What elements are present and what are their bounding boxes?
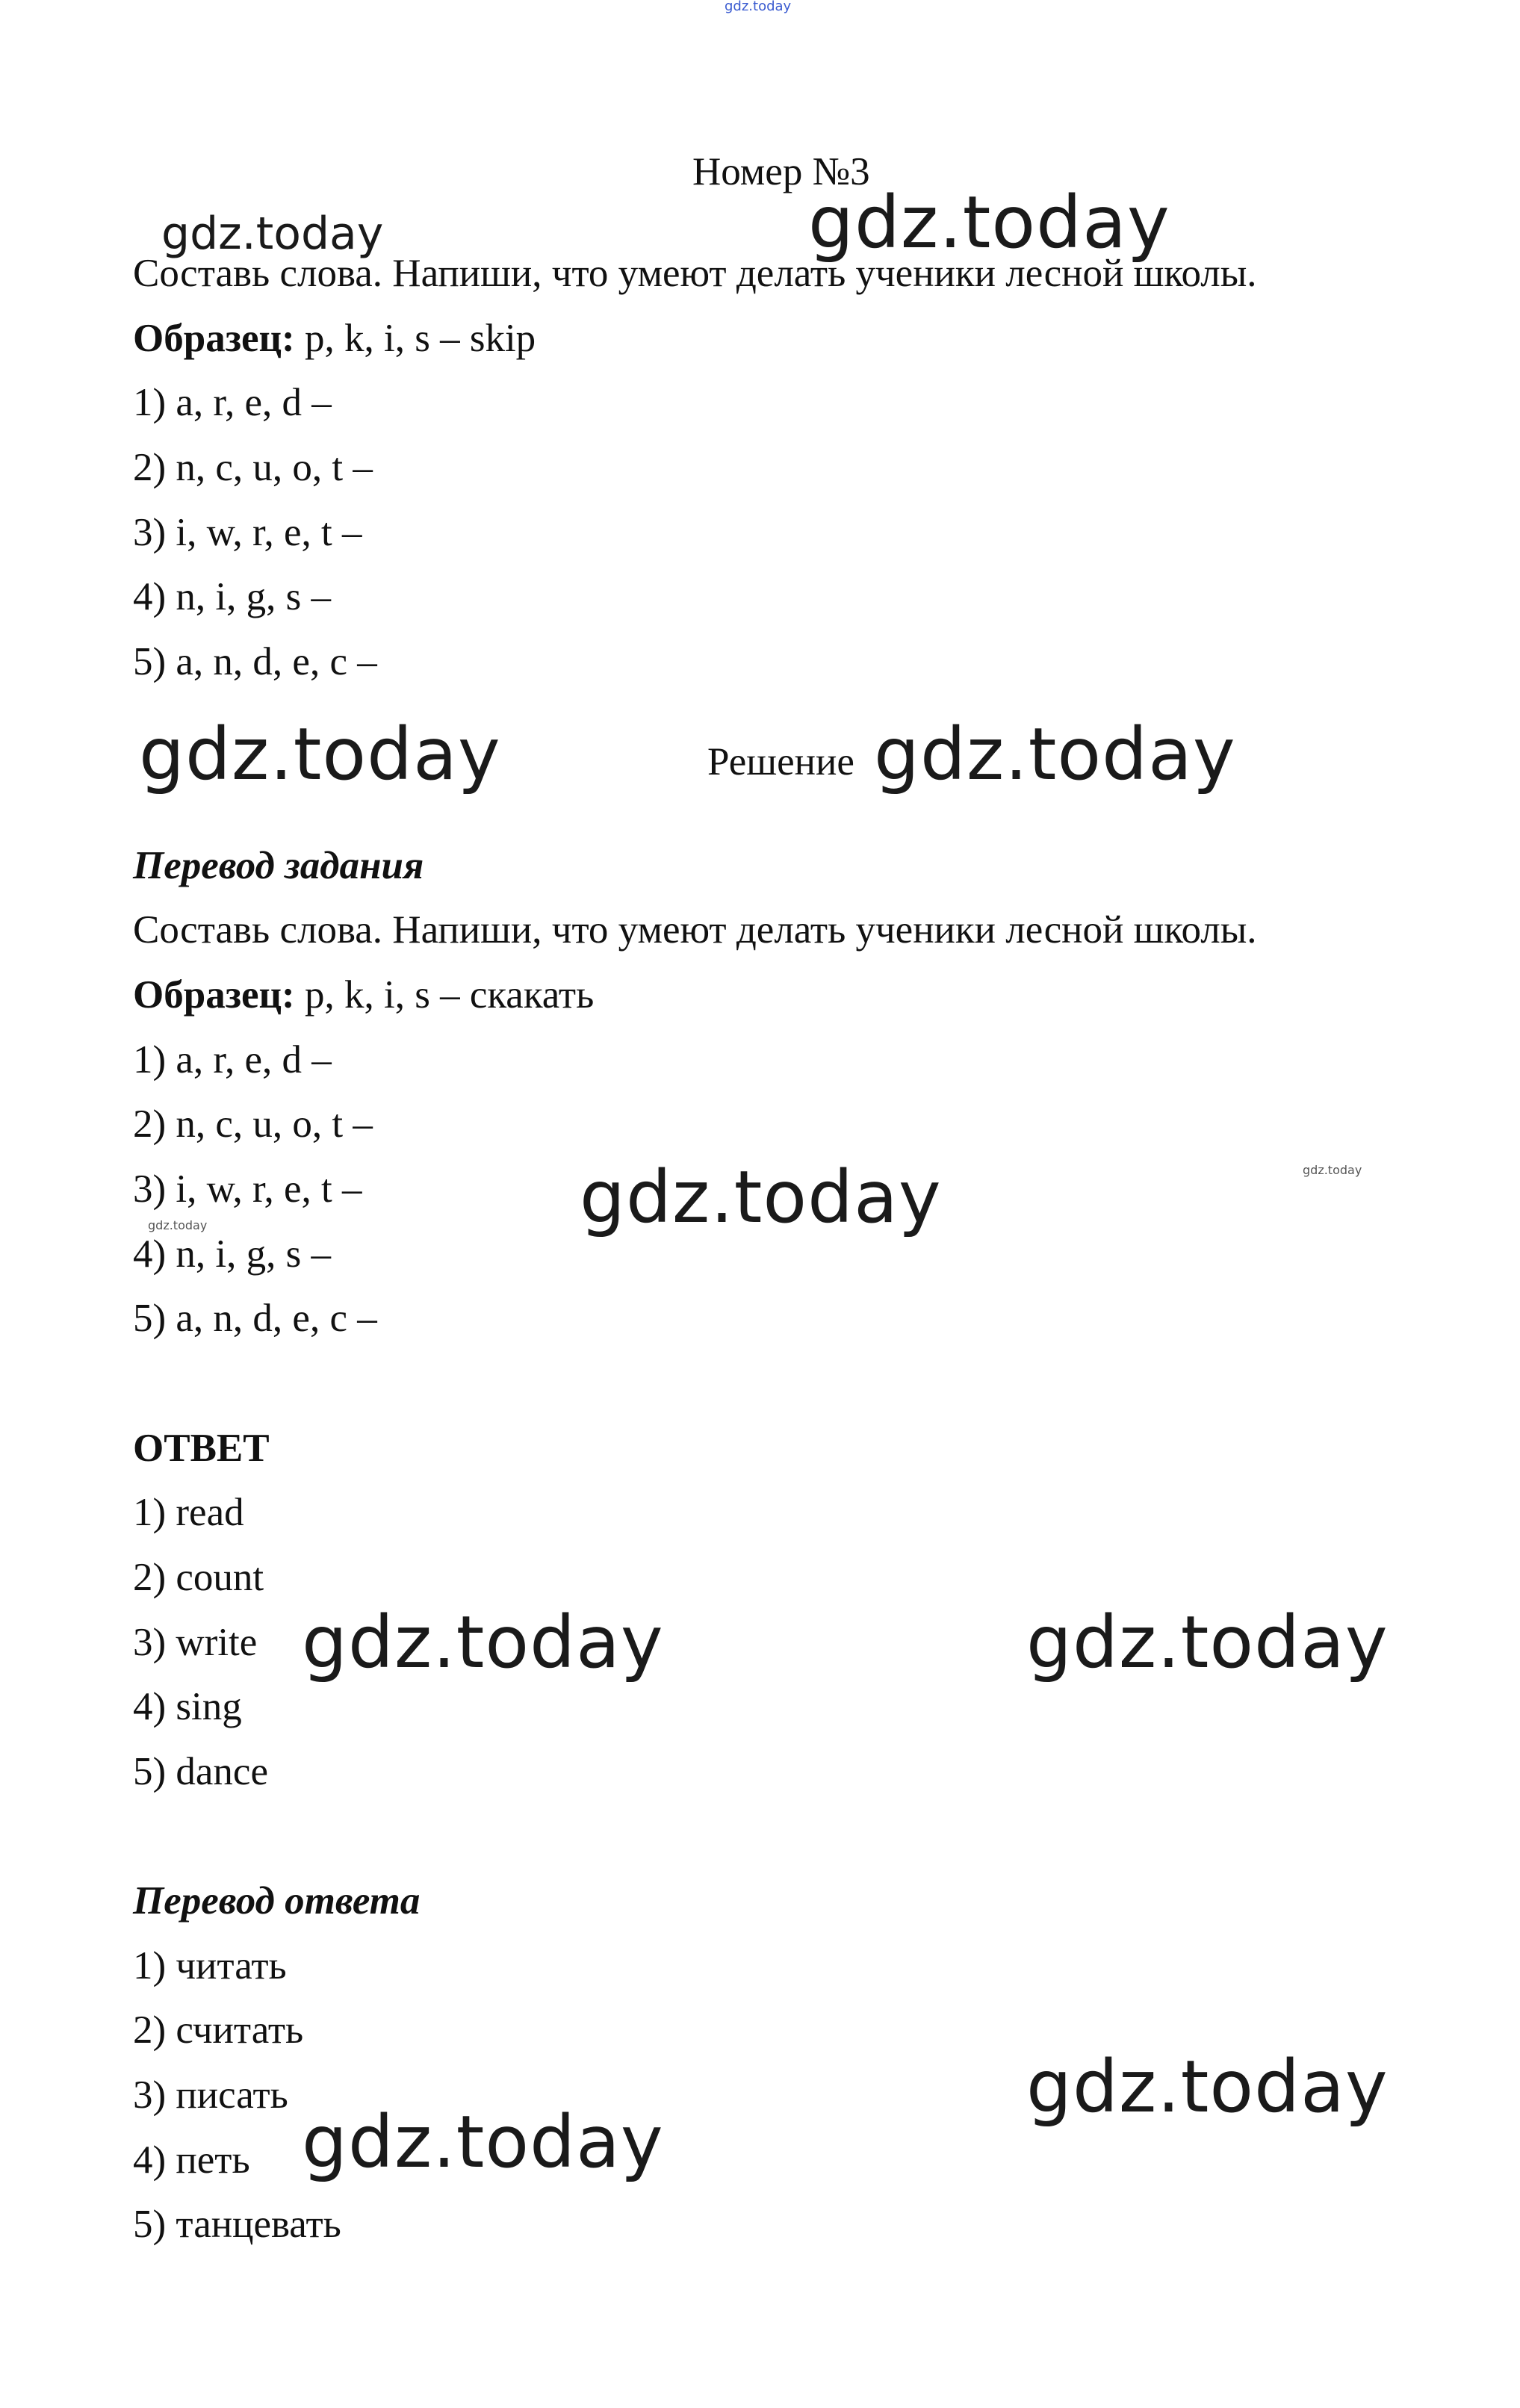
watermark: gdz.today bbox=[808, 181, 1170, 264]
task-translation-heading: Перевод задания bbox=[133, 844, 424, 887]
watermark: gdz.today bbox=[1026, 1601, 1389, 1684]
answer-item: 5) dance bbox=[133, 1750, 268, 1793]
answer-heading: ОТВЕТ bbox=[133, 1427, 270, 1470]
page-title: Номер №3 bbox=[692, 150, 870, 193]
answer-item: 1) read bbox=[133, 1491, 244, 1534]
watermark: gdz.today bbox=[725, 0, 792, 14]
watermark: gdz.today bbox=[139, 713, 501, 796]
task-item: 1) a, r, e, d – bbox=[133, 381, 332, 424]
solution-label: Решение bbox=[707, 740, 854, 783]
task-translation-item: 2) n, c, u, o, t – bbox=[133, 1102, 373, 1146]
answer-item: 3) write bbox=[133, 1621, 258, 1664]
task-translation-item: 1) a, r, e, d – bbox=[133, 1038, 332, 1082]
task-translation-item: 4) n, i, g, s – bbox=[133, 1232, 331, 1276]
answer-translation-item: 3) писать bbox=[133, 2073, 288, 2117]
task-translation-item: 3) i, w, r, e, t – bbox=[133, 1167, 362, 1211]
watermark: gdz.today bbox=[161, 208, 384, 260]
answer-item: 2) count bbox=[133, 1556, 264, 1599]
watermark: gdz.today bbox=[1026, 2045, 1389, 2129]
sample-text: p, k, i, s – skip bbox=[294, 317, 536, 360]
answer-translation-item: 4) петь bbox=[133, 2138, 250, 2182]
task-item: 2) n, c, u, o, t – bbox=[133, 446, 373, 489]
answer-translation-item: 5) танцевать bbox=[133, 2203, 341, 2246]
answer-item: 4) sing bbox=[133, 1685, 242, 1728]
watermark: gdz.today bbox=[580, 1155, 942, 1239]
task-translation-instruction: Составь слова. Напиши, что умеют делать ученики лесной школы. bbox=[133, 908, 1257, 952]
watermark: gdz.today bbox=[148, 1218, 208, 1232]
task-item: 4) n, i, g, s – bbox=[133, 575, 331, 618]
task-translation-item: 5) a, n, d, e, c – bbox=[133, 1297, 377, 1340]
answer-translation-item: 1) читать bbox=[133, 1944, 287, 1987]
answer-translation-heading: Перевод ответа bbox=[133, 1879, 421, 1923]
answer-translation-item: 2) считать bbox=[133, 2008, 304, 2052]
task-instruction: Составь слова. Напиши, что умеют делать ученики лесной школы. bbox=[133, 252, 1257, 295]
watermark: gdz.today bbox=[1303, 1163, 1362, 1177]
watermark: gdz.today bbox=[874, 713, 1236, 796]
task-item: 3) i, w, r, e, t – bbox=[133, 511, 362, 554]
watermark: gdz.today bbox=[302, 1601, 664, 1684]
sample-label: Образец: bbox=[133, 973, 295, 1017]
sample-text: p, k, i, s – скакать bbox=[294, 973, 595, 1017]
sample-label: Образец: bbox=[133, 317, 295, 360]
task-item: 5) a, n, d, e, c – bbox=[133, 640, 377, 683]
task-sample bbox=[133, 314, 536, 362]
watermark: gdz.today bbox=[302, 2100, 664, 2184]
task-translation-sample bbox=[133, 971, 594, 1019]
